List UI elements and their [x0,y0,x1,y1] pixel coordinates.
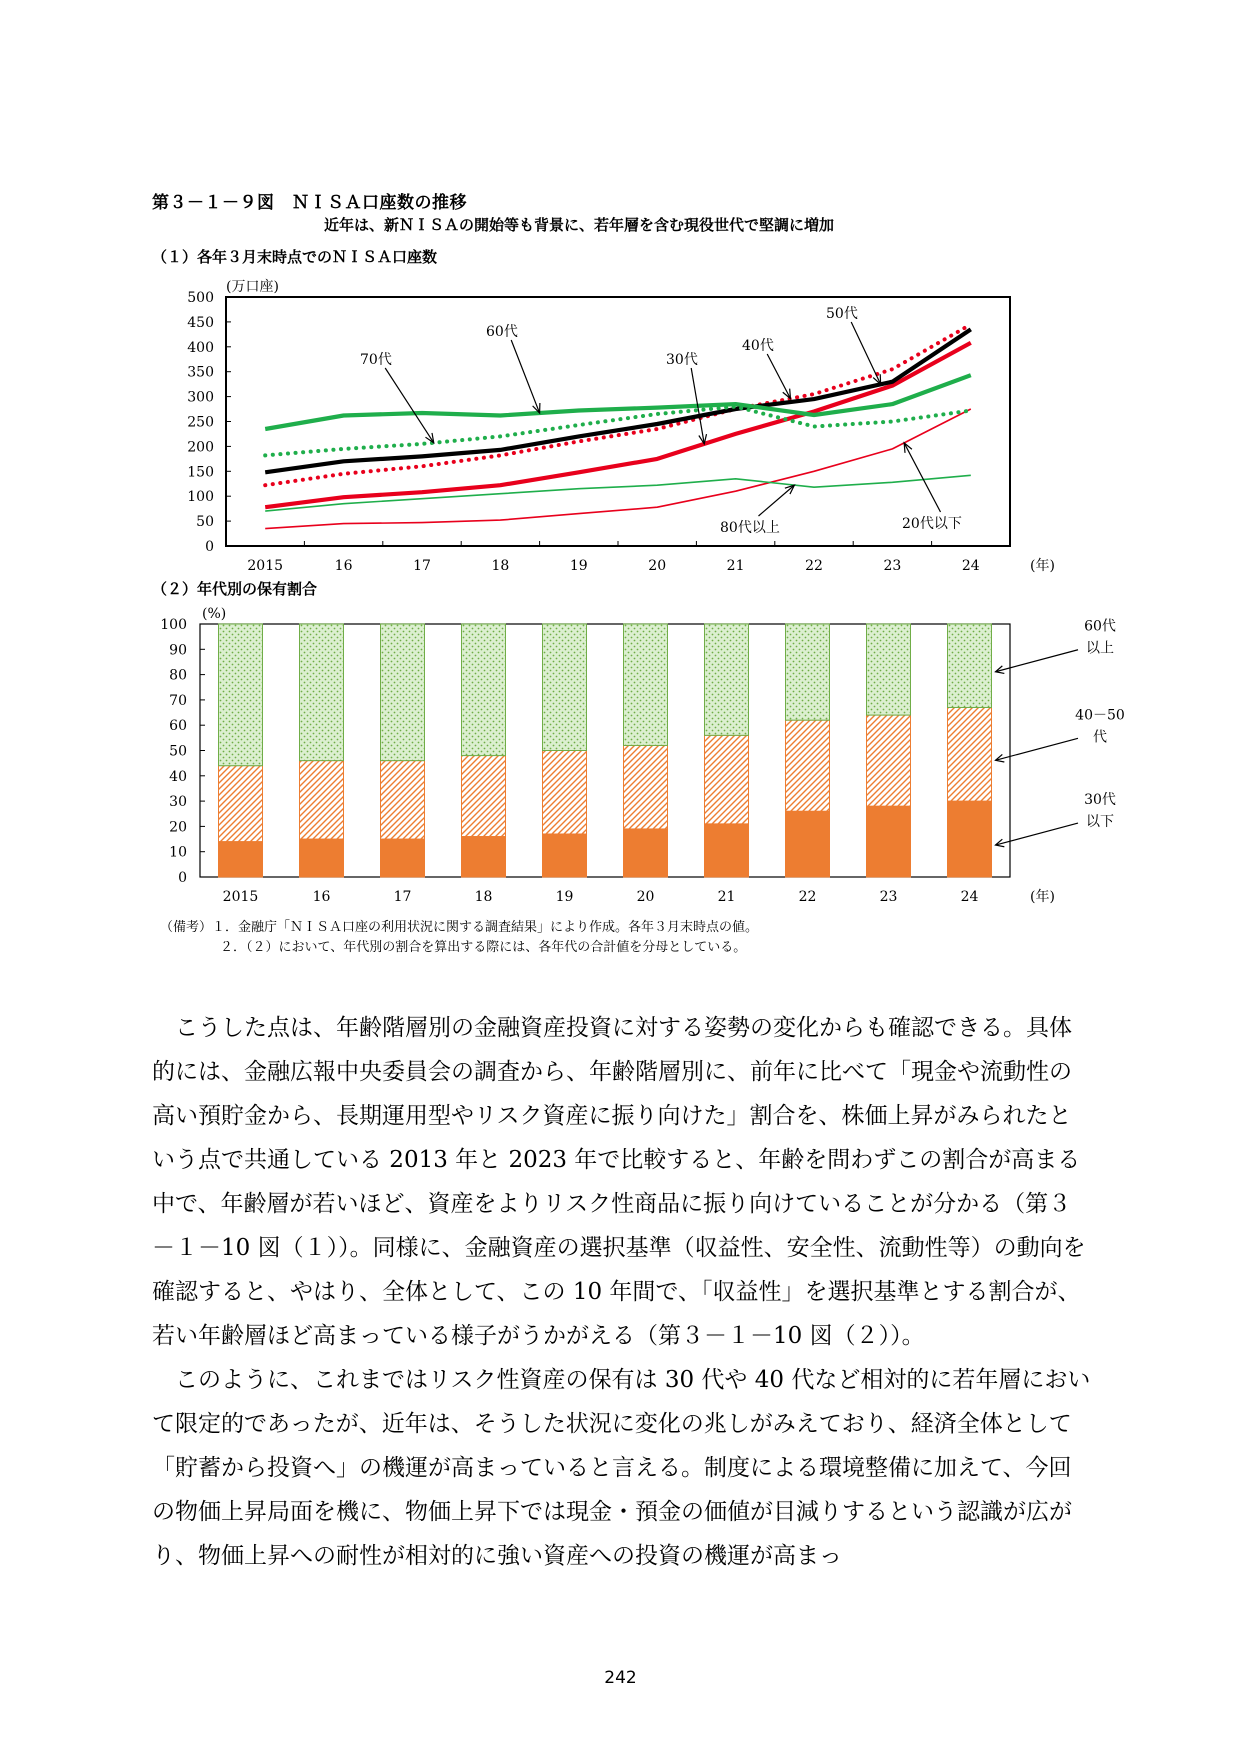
note-1: （備考）１．金融庁「ＮＩＳＡ口座の利用状況に関する調査結果」により作成。各年３月末時点の値。 [160,920,759,935]
x-axis-unit: (年) [1030,558,1055,574]
annotation-label: 50代 [826,306,858,322]
y-tick-label: 100 [160,617,187,633]
legend-label: 40－50 [1075,707,1125,724]
bar-segment-40-50- [462,756,506,837]
x-tick-label: 18 [491,558,510,574]
x-tick-label: 20 [636,889,655,905]
x-tick-label: 19 [569,558,588,574]
bar-chart-axes [160,606,1055,905]
y-tick-label: 0 [178,870,187,886]
y-axis-unit: (%) [202,606,227,622]
y-tick-label: 10 [169,844,187,861]
legend-label: 代 [1093,729,1107,746]
x-tick-label: 17 [393,889,412,905]
y-tick-label: 400 [187,339,214,356]
annotation-label: 70代 [360,352,392,368]
body-paragraph-2: このように、これまではリスク性資産の保有は 30 代や 40 代など相対的に若年層において限定的であったが、近年は、そうした状況に変化の兆しがみえており、経済全体として「貯蓄から投資へ」の機運が高まっていると言える。制度による環境整備に加えて、今回の物価上昇局面を機に、物価上昇下では現金・預金の価値が目減りするという認識が広がり、物価上昇への耐性が相対的に強い資産への投資の機運が高まっ [152,1367,1091,1569]
y-tick-label: 450 [187,314,214,331]
annotation-arrow-shaft [767,354,790,399]
series-line-80- [265,475,971,511]
annotation-arrow-shaft [851,322,880,384]
line-chart-annotations [360,306,962,536]
x-tick-label: 19 [555,889,574,905]
annotation-arrow-shaft [904,443,940,512]
bar-segment-40-50- [948,707,992,801]
annotation-arrow-head [425,433,433,443]
annotation-label: 80代以上 [720,520,780,536]
bar-segment-30- [462,837,506,877]
x-tick-label: 20 [648,558,667,574]
bar-segment-40-50- [705,735,749,824]
y-tick-label: 100 [187,489,214,506]
bar-segment-60- [624,624,668,745]
annotation-label: 20代以下 [902,516,962,532]
bar-segment-40-50- [219,766,263,842]
bar-segment-40-50- [624,745,668,828]
bar-segment-30- [867,806,911,877]
bar-segment-30- [948,801,992,877]
series-line-60- [265,375,971,429]
y-tick-label: 250 [187,414,214,431]
annotation-arrow-shaft [385,368,434,443]
bar-segment-60- [867,624,911,715]
bar-segment-30- [705,824,749,877]
bar-segment-40-50- [381,761,425,839]
x-tick-label: 24 [960,889,979,905]
legend-label: 60代 [1084,618,1116,635]
series-line-20- [265,409,971,529]
x-tick-label: 18 [474,889,493,905]
bar-chart [150,600,1125,910]
bar-segment-40-50- [300,761,344,839]
x-tick-label: 2015 [247,558,284,574]
x-tick-label: 21 [717,889,736,905]
page-number: 242 [604,1668,637,1688]
line-chart [150,268,1110,580]
legend-label: 以上 [1086,640,1114,657]
annotation-arrow-shaft [511,340,539,413]
bar-segment-60- [219,624,263,766]
y-tick-label: 30 [169,794,187,811]
y-tick-label: 40 [169,768,187,785]
bar-segment-30- [786,811,830,877]
bar-segment-30- [219,842,263,877]
note-2: ２．（２）において、年代別の割合を算出する際には、各年代の合計値を分母としている。 [220,940,747,955]
y-axis-unit: (万口座) [226,279,279,295]
bar-chart-bars [219,624,992,877]
x-tick-label: 21 [726,558,745,574]
bar-segment-60- [462,624,506,756]
bar-segment-60- [381,624,425,761]
bar-segment-40-50- [867,715,911,806]
y-tick-label: 80 [169,667,187,684]
y-tick-label: 20 [169,819,187,836]
bar-segment-30- [543,834,587,877]
annotation-arrow-shaft [759,485,795,516]
bar-segment-60- [543,624,587,751]
panel2-title: （２）年代別の保有割合 [152,580,318,598]
x-tick-label: 22 [805,558,823,574]
x-tick-label: 17 [413,558,431,574]
figure-subtitle: 近年は、新ＮＩＳＡの開始等も背景に、若年層を含む現役世代で堅調に増加 [324,216,835,234]
y-tick-label: 300 [187,389,214,406]
x-tick-label: 16 [312,889,331,905]
annotation-label: 30代 [666,352,698,368]
x-tick-label: 22 [798,889,817,905]
figure-title: 第３－１－９図 ＮＩＳＡ口座数の推移 [152,193,467,213]
annotation-label: 60代 [486,324,518,340]
bar-segment-30- [381,839,425,877]
bar-segment-40-50- [786,720,830,811]
y-tick-label: 500 [187,290,214,306]
body-paragraph-1: こうした点は、年齢階層別の金融資産投資に対する姿勢の変化からも確認できる。具体的には、金融広報中央委員会の調査から、年齢階層別に、前年に比べて「現金や流動性の高い預貯金から、長期運用型やリスク資産に振り向けた」割合を、株価上昇がみられたという点で共通している 2013 年と 2023 年で比較すると、年齢を問わずこの割合が高まる中で、年齢層が若いほど、資産をよりリスク性商品に振り向けていることが分かる（第３－１－10 図（１））。同様に、金融資産の選択基準（収益性、安全性、流動性等）の動向を確認すると、やはり、全体として、この 10 年間で、「収益性」を選択基準とする割合が、若い年齢層ほど高まっている様子がうかがえる（第３－１－10 図（２））。 [152,1015,1086,1349]
y-tick-label: 0 [205,539,214,555]
y-tick-label: 60 [169,718,187,735]
body-text [152,1006,1092,1578]
legend-arrow-shaft [996,738,1079,760]
y-tick-label: 350 [187,364,214,381]
bar-segment-60- [948,624,992,707]
x-axis-unit: (年) [1030,889,1055,905]
bar-segment-60- [705,624,749,735]
bar-segment-40-50- [543,751,587,834]
bar-chart-legend [996,619,1125,847]
legend-arrow-shaft [996,823,1079,845]
legend-arrow-shaft [996,650,1079,672]
y-tick-label: 200 [187,439,214,456]
legend-label: 以下 [1086,814,1114,831]
bar-segment-60- [786,624,830,720]
y-tick-label: 70 [169,692,187,709]
y-tick-label: 90 [169,642,187,659]
bar-segment-30- [624,829,668,877]
x-tick-label: 23 [879,889,898,905]
y-tick-label: 150 [187,464,214,481]
panel1-title: （１）各年３月末時点でのＮＩＳＡ口座数 [152,248,438,266]
bar-segment-60- [300,624,344,761]
x-tick-label: 24 [961,558,980,574]
legend-label: 30代 [1084,792,1116,809]
bar-segment-30- [300,839,344,877]
y-tick-label: 50 [196,514,214,531]
y-tick-label: 50 [169,743,187,760]
x-tick-label: 16 [334,558,353,574]
x-tick-label: 2015 [222,889,259,905]
annotation-label: 40代 [742,338,774,354]
x-tick-label: 23 [883,558,902,574]
